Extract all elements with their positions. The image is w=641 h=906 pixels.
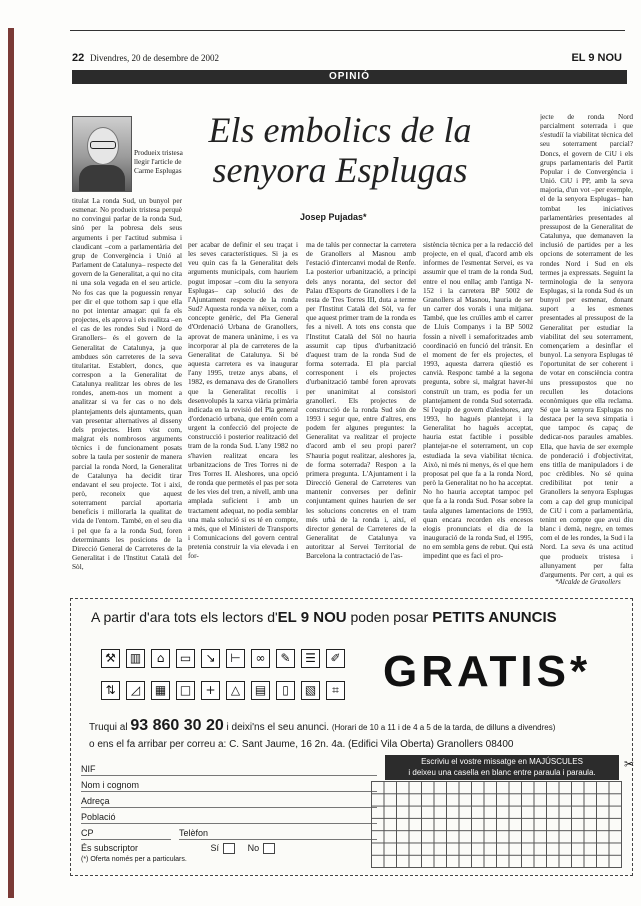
slope-icon: ◿ bbox=[126, 681, 145, 700]
column-5-text: jecte de ronda Nord parcialment soterrada i que s'estudiï la viabilitat tècnica del seu soterrament parcial? Doncs, el govern de CiU i els grups parlamentaris del Partit Popular i de Convergència i Unió. CiU i PP, amb la seva majoria, d'un vot –per exemple, el de la senyora Esplugas– han tombat les iniciatives parlamentàries presentades al pressupost de la Generalitat de Catalunya, que demanaven la inclusió de partides per a les opcions de soterrament de les rondes Nord i Sud en els termes ja expressats. Seguint la terminologia de la senyora Esplugas, si la ronda Sud és un bunyol per esmenar, donant suport a les esmenes presentades al pressupost de la Generalitat per estudiar la viabilitat del seu soterrament, començaríem a desinflar el bunyol. La senyora Esplugas té l'oportunitat de ser coherent i de votar en consciència contra uns pressupostos que no recullen les dotacions econòmiques que ella reclama. Sé que la senyora Esplugas no destaca per la seva simpatia i que tampoc és capaç de dedicar-nos paraules amables. Ella, que havia de ser exemple de ponderació i d'objectivitat, ens titlla de manipuladors i de poc crèdibles. No sé quina credibilitat pot tenir a Granollers la senyora Esplugas com a cap del grup municipal de CiU i com a parlamentària, tenint en compte que avui diu blanc i demà, negre, en temes com el de les rondes, la Sud i la Nord. La seva és una actitud que produeix tristesa i allunyament per falta d'arguments. Per cert, a qui es bbox=[540, 112, 633, 578]
cp-field[interactable] bbox=[81, 827, 171, 840]
book-icon: ▯ bbox=[276, 681, 295, 700]
issue-date: Divendres, 20 de desembre de 2002 bbox=[90, 53, 219, 63]
ad-icons-row-2 bbox=[101, 681, 351, 703]
message-grid[interactable] bbox=[371, 781, 622, 868]
author-photo bbox=[72, 116, 132, 192]
free-label: GRATIS* bbox=[383, 647, 592, 696]
warning-icon: △ bbox=[226, 681, 245, 700]
title-line-1: Els embolics de la bbox=[208, 110, 472, 150]
grid-icon: ▦ bbox=[151, 681, 170, 700]
ad-headline-pre: A partir d'ara tots els lectors d' bbox=[91, 609, 278, 625]
article-column-3 bbox=[306, 240, 416, 578]
town-label: Població bbox=[81, 812, 116, 822]
folder-icon: ▭ bbox=[176, 649, 195, 668]
column-4-text: sistència tècnica per a la redacció del projecte, en el qual, d'acord amb els informes de l'esmentat Servei, es va assumir que el tram de la ronda Sud, entre el nou enllaç amb l'antiga N-152 i la carretera BP 5002 de Granollers al Masnou, hauria de ser un carrer dos vorals i una mitjana. També, que les cruïlles amb el carrer de Lluís Companys i la BP 5002 fossin a nivell i semaforitzades amb coordinació en funció del trànsit. En el moment de fer els projectes, el 1993, aquesta darrera qüestió es canvià. Responc també a la segona pregunta, sobre si, malgrat haver-hi construït un tram, es podia fer un plantejament de ronda Sud soterrada. Sí l'equip de govern d'aleshores, any 1993, ho hagués plantejat i la Generalitat ho hagués acceptat, hauria estat factible i possible plantejar-ne el soterrament, un cop estudiada la seva viabilitat tècnica. Això, ni més ni menys, és el que hem proposat pel que fa a la ronda Nord, però la Generalitat no ho ha acceptat. No ho hauria acceptat tampoc pel que fa a la ronda Sud. Posar sobre la taula algunes lamentacions de 1993, quan encara recorden els encesos elogis pronunciats el dia de la inauguració de la ronda Sud, el 1995, no em sembla gens de rebut. Qui està impedint que es faci el pro- bbox=[423, 240, 533, 561]
nif-label: NIF bbox=[81, 764, 96, 774]
column-3-text: ma de talús per connectar la carretera de Granollers al Masnou amb l'estació d'intercanvi modal de Renfe. La posterior urbanització, a principi dels anys noranta, del sector del Palau d'Esports de Granollers i de la resta de Tres Torres III, duta a terme per l'Institut Català del Sòl, va fer que aquest primer tram de la ronda es fes a nivell. A tots ens consta que l'Institut Català del Sòl no hauria assumit cap tipus d'urbanització d'aquest tram de la ronda Sud de forma soterrada. El pla parcial corresponent i els projectes d'urbanització també foren aprovats per unanimitat al consistori granollerí. Els projectes de construcció de la ronda Sud són de 1993 i segur que, entre d'altres, ens podem fer algunes preguntes: la Generalitat va realitzar el projecte d'acord amb el seu propi parer? S'hauria pogut realitzar, aleshores ja, de forma soterrada? Respon a la primera pregunta. L'Ajuntament i la Direcció General de Carreteres van mantenir converses per definir conjuntament quines haurien de ser les solucions concretes en el tram més urbà de la ronda i, així, el director general de Carreteres de la Generalitat de Catalunya va autoritzar al Servei Territorial de Barcelona la contractació de l'as- bbox=[306, 240, 416, 561]
classifieds-ad bbox=[70, 598, 633, 876]
phone-number: 93 860 30 20 bbox=[130, 717, 224, 734]
ad-headline-product: PETITS ANUNCIS bbox=[432, 609, 557, 626]
plus-icon: + bbox=[201, 681, 220, 700]
glasses-icon: ∞ bbox=[251, 649, 270, 668]
subscriber-row bbox=[81, 843, 285, 854]
yes-label: Sí bbox=[210, 843, 220, 853]
phone-pre: Truqui al bbox=[89, 722, 131, 733]
ad-headline-brand: EL 9 NOU bbox=[277, 609, 347, 626]
name-label: Nom i cognom bbox=[81, 780, 140, 790]
bars-icon: ▤ bbox=[251, 681, 270, 700]
ad-headline bbox=[91, 609, 557, 626]
instructions-line-1: Escriviu el vostre missatge en MAJÚSCULES bbox=[421, 757, 583, 766]
scissors-icon: ✂ bbox=[624, 757, 635, 771]
intro-side-text: Produeix tristesa llegir l'article de Carme Esplugas bbox=[134, 148, 183, 176]
byline: Josep Pujadas* bbox=[300, 212, 367, 222]
top-rule bbox=[70, 30, 625, 31]
frame-icon: ⊢ bbox=[226, 649, 245, 668]
ad-headline-mid: poden posar bbox=[346, 609, 433, 625]
doc-icon: ▧ bbox=[301, 681, 320, 700]
phone-line bbox=[89, 717, 555, 735]
subscriber-label: És subscriptor bbox=[81, 843, 139, 853]
offer-note: (*) Oferta només per a particulars. bbox=[81, 856, 187, 863]
article-column-1 bbox=[72, 196, 182, 578]
no-label: No bbox=[247, 843, 260, 853]
phone-post: i deixi'ns el seu anunci. bbox=[223, 722, 330, 733]
mail-line: o ens el fa arribar per correu a: C. Sant Jaume, 16 2n. 4a. (Edifici Vila Oberta) Granollers 08400 bbox=[89, 739, 514, 750]
phone-label: Telèfon bbox=[179, 828, 209, 838]
instructions-box bbox=[385, 755, 619, 780]
crop-icon: ⌗ bbox=[326, 681, 345, 700]
house-icon: ⌂ bbox=[151, 649, 170, 668]
phone-hours: (Horari de 10 a 11 i de 4 a 5 de la tarda, de dilluns a divendres) bbox=[331, 723, 556, 732]
publication-name: EL 9 NOU bbox=[571, 52, 622, 64]
page-number: 22 bbox=[72, 52, 85, 64]
article-column-4 bbox=[423, 240, 533, 578]
arrow-icon: ↘ bbox=[201, 649, 220, 668]
phone-field[interactable] bbox=[179, 827, 377, 840]
ad-icons-row-1 bbox=[101, 649, 351, 671]
article-column-2 bbox=[188, 240, 298, 578]
pencil-icon: ✐ bbox=[326, 649, 345, 668]
article-column-5 bbox=[540, 112, 633, 578]
page-edge bbox=[8, 28, 14, 898]
walker-icon: ⚒ bbox=[101, 649, 120, 668]
box-icon: □ bbox=[176, 681, 195, 700]
pen-icon: ✎ bbox=[276, 649, 295, 668]
title-line-2: senyora Esplugas bbox=[212, 150, 468, 190]
article-title bbox=[170, 110, 510, 190]
instructions-line-2: i deixeu una casella en blanc entre paraula i paraula. bbox=[408, 768, 596, 777]
arrows-icon: ⇅ bbox=[101, 681, 120, 700]
column-1-text: titulat La ronda Sud, un bunyol per esmenar. No produeix tristesa perquè no convingui parlar de la ronda Sud, sinó per la pobresa dels seus arguments i per l'actitud submisa i claudicant –com a parlamentària del grup de Convergència i Unió al Parlament de Catalunya– respecte del govern de la Generalitat, a qui no cita ni una sola vegada en el seu article. No fos cas que la poguessin renyar per dir el que tothom sap i que ella no pot intentar amagar: qui fa els projectes, els aprova i els realitza –en el cas de les rondes Sud i Nord de Granollers– és el govern de la Generalitat de Catalunya, ja que ambdues són carreteres de la seva titularitat. Establert, doncs, que correspon a la Generalitat de Catalunya realitzar les obres de les rondes, anem-nos un moment a analitzar si va fer cas o no dels plantejaments dels ajuntaments, quan van presentar alternatives al disseny dels projectes. Hem vist com, malgrat els nombrosos arguments tècnics i de funcionament posats sobre la taula per sostenir de manera parcial la ronda Nord, la Generalitat de Catalunya ha decidit tirar endavant el seu projecte. Tot i així, però, reconeix que aquest soterrament parcial aportaria beneficis i millorarla la qualitat de vida de l'entorn. També, en el seu dia i pel que fa a la ronda Sud, foren determinants les posicions de la Direcció General de Carreteres de la Generalitat i de l'Institut Català del Sòl, bbox=[72, 196, 182, 572]
address-label: Adreça bbox=[81, 796, 110, 806]
yes-checkbox[interactable] bbox=[223, 843, 235, 854]
name-field[interactable] bbox=[81, 779, 377, 792]
list-icon: ☰ bbox=[301, 649, 320, 668]
nif-field[interactable] bbox=[81, 763, 377, 776]
no-checkbox[interactable] bbox=[263, 843, 275, 854]
town-field[interactable] bbox=[81, 811, 377, 824]
column-2-text: per acabar de definir el seu traçat i les seves característiques. Si ja es veu quin cas fa la Generalitat dels arguments municipals, com hauríem pogut imposar –com diu la senyora Esplugas– cap solució des de l'Ajuntament respecte de la ronda Sud? Aquesta ronda va néixer, com a concepte genèric, del Pla General d'Ordenació Urbana de Granollers, aprovat de manera unànime, i es va incorporar al pla de carreteres de la Generalitat de Catalunya. Si bé aquesta carretera es va inaugurar l'any 1995, tretze anys abans, el 1982, es demanava des de Granollers que la Generalitat recollís i desenvolupés la xarxa viària primària indicada en la revisió del Pla general d'ordenació urbana, que entén com a urgent la confecció del projecte de construcció i posterior realització del tram de la ronda Sud. L'any 1982 no s'havien realitzat encara les urbanitzacions de Tres Torres ni de Tres Torres II. Aleshores, una opció de ronda que permetés el pas per sota de les vies del tren, a nivell, amb una amplada suficient i amb un tractament adequat, no podia semblar una mala solució si es té en compte, a més, que el Ministeri de Transports i Comunicacions del govern central pretenia construir la via elevada i en for- bbox=[188, 240, 298, 561]
section-label: OPINIÓ bbox=[72, 70, 627, 84]
address-field[interactable] bbox=[81, 795, 377, 808]
page-header bbox=[72, 52, 622, 68]
author-signature: *Alcalde de Granollers bbox=[555, 578, 621, 586]
cp-label: CP bbox=[81, 828, 94, 838]
chart-icon: ▥ bbox=[126, 649, 145, 668]
